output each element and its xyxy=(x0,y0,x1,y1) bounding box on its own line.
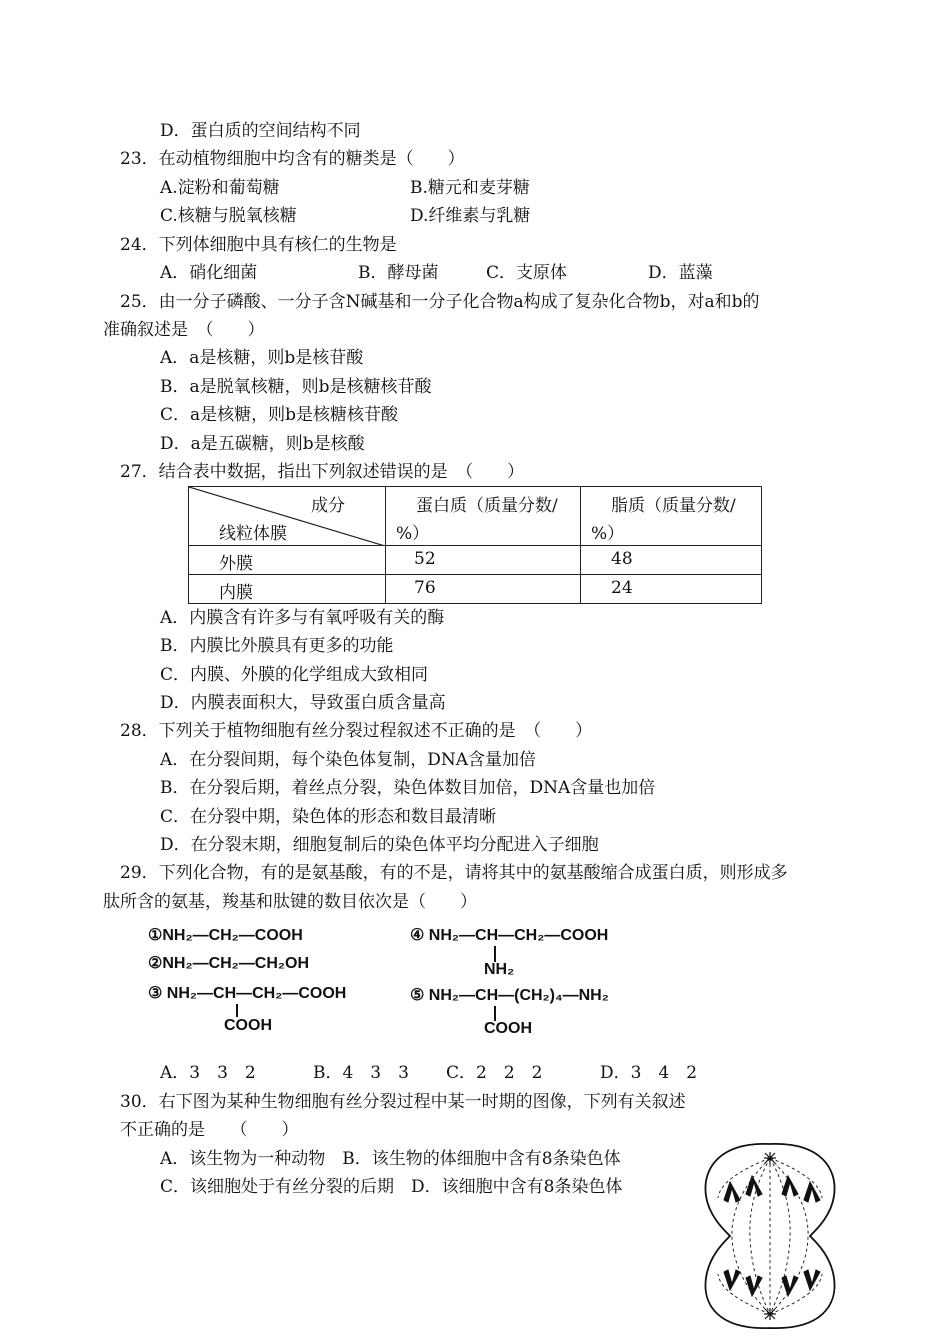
compound-4-substituent: NH₂ xyxy=(484,961,515,978)
q27-stem: 27．结合表中数据，指出下列叙述错误的是 （ ） xyxy=(120,462,525,482)
q28-option-b: B．在分裂后期，着丝点分裂，染色体数目加倍，DNA含量也加倍 xyxy=(160,778,656,798)
compound-5: ⑤ NH₂—CH—(CH₂)₄—NH₂ xyxy=(410,987,609,1004)
q28-option-a: A．在分裂间期，每个染色体复制，DNA含量加倍 xyxy=(160,750,537,770)
header-protein: 蛋白质（质量分数/ %） xyxy=(386,487,581,546)
row-name: 内膜 xyxy=(219,583,253,603)
q27-option-a: A．内膜含有许多与有氧呼吸有关的酶 xyxy=(160,608,445,628)
q25-option-b: B．a是脱氧核糖，则b是核糖核苷酸 xyxy=(160,377,432,397)
q29-stem-line2: 肽所含的氨基，羧基和肽键的数目依次是（ ） xyxy=(103,892,477,912)
q29-stem-line1: 29．下列化合物，有的是氨基酸，有的不是，请将其中的氨基酸缩合成蛋白质，则形成多 xyxy=(120,863,788,883)
q27-option-d: D．内膜表面积大，导致蛋白质含量高 xyxy=(160,693,446,713)
q24-stem: 24．下列体细胞中具有核仁的生物是 xyxy=(120,235,397,255)
q23-option-d: D.纤维素与乳糖 xyxy=(410,206,531,226)
q22-option-d: D．蛋白质的空间结构不同 xyxy=(160,121,361,141)
q28-option-d: D．在分裂末期，细胞复制后的染色体平均分配进入子细胞 xyxy=(160,835,599,855)
q23-option-c: C.核糖与脱氧核糖 xyxy=(160,206,297,226)
q29-option-a: A．3 3 2 xyxy=(160,1063,256,1083)
q24-option-c: C．支原体 xyxy=(486,263,568,283)
corner-header-component: 成分 xyxy=(311,496,345,516)
table-row xyxy=(189,575,762,604)
q28-stem: 28．下列关于植物细胞有丝分裂过程叙述不正确的是 （ ） xyxy=(120,721,593,741)
compound-3-substituent: COOH xyxy=(224,1017,272,1034)
q23-option-a: A.淀粉和葡萄糖 xyxy=(160,178,280,198)
row-name: 外膜 xyxy=(219,554,253,574)
compound-5-substituent: COOH xyxy=(484,1020,532,1037)
q24-option-a: A．硝化细菌 xyxy=(160,263,258,283)
q23-stem: 23．在动植物细胞中均含有的糖类是（ ） xyxy=(120,149,465,169)
q30-stem-line1: 30．右下图为某种生物细胞有丝分裂过程中某一时期的图像，下列有关叙述 xyxy=(120,1092,686,1112)
mitochondria-membrane-table xyxy=(188,486,762,604)
q30-options-cd: C．该细胞处于有丝分裂的后期 D．该细胞中含有8条染色体 xyxy=(160,1177,623,1197)
q27-option-c: C．内膜、外膜的化学组成大致相同 xyxy=(160,665,429,685)
q27-option-b: B．内膜比外膜具有更多的功能 xyxy=(160,636,394,656)
compound-2: ②NH₂—CH₂—CH₂OH xyxy=(148,955,309,972)
q29-option-c: C．2 2 2 xyxy=(446,1063,543,1083)
q30-options-ab: A．该生物为一种动物 B．该生物的体细胞中含有8条染色体 xyxy=(160,1149,621,1169)
corner-header-membrane: 线粒体膜 xyxy=(219,524,287,544)
compound-3: ③ NH₂—CH—CH₂—COOH xyxy=(148,985,347,1002)
row-protein: 76 xyxy=(414,578,436,598)
q28-option-c: C．在分裂中期，染色体的形态和数目最清晰 xyxy=(160,807,497,827)
row-protein: 52 xyxy=(414,549,436,569)
q24-option-d: D．蓝藻 xyxy=(648,263,713,283)
q25-option-d: D．a是五碳糖，则b是核酸 xyxy=(160,434,365,454)
q25-option-a: A．a是核糖，则b是核苷酸 xyxy=(160,348,364,368)
q25-stem-line1: 25．由一分子磷酸、一分子含N碱基和一分子化合物a构成了复杂化合物b，对a和b的 xyxy=(120,292,760,312)
cell-anaphase-diagram xyxy=(700,1138,840,1334)
compound-1: ①NH₂—CH₂—COOH xyxy=(148,927,303,944)
q29-option-b: B．4 3 3 xyxy=(313,1063,409,1083)
row-lipid: 48 xyxy=(611,549,633,569)
table-corner-cell xyxy=(189,487,386,546)
compound-4: ④ NH₂—CH—CH₂—COOH xyxy=(410,927,609,944)
q25-option-c: C．a是核糖，则b是核糖核苷酸 xyxy=(160,405,399,425)
q29-option-d: D．3 4 2 xyxy=(600,1063,698,1083)
row-lipid: 24 xyxy=(611,578,633,598)
q25-stem-line2: 准确叙述是 （ ） xyxy=(103,320,265,340)
table-row xyxy=(189,546,762,575)
header-lipid: 脂质（质量分数/ %） xyxy=(581,487,762,546)
q30-stem-line2: 不正确的是 （ ） xyxy=(120,1120,299,1140)
q24-option-b: B．酵母菌 xyxy=(358,263,439,283)
q23-option-b: B.糖元和麦芽糖 xyxy=(410,178,530,198)
